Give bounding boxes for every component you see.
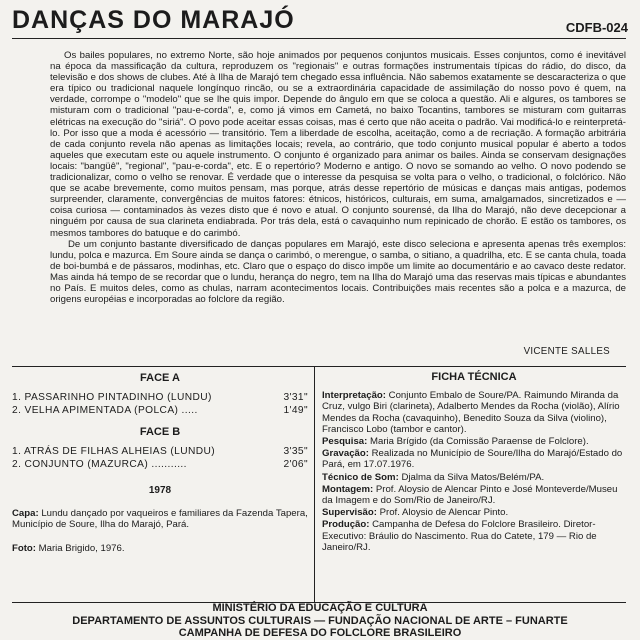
photo-credit-label: Foto: bbox=[12, 543, 36, 555]
cover-caption bbox=[12, 508, 308, 530]
credit-label: Produção: bbox=[322, 519, 370, 531]
credit-label: Montagem: bbox=[322, 483, 374, 495]
credit-label: Interpretação: bbox=[322, 390, 386, 402]
credit-text: Djalma da Silva Matos/Belém/PA. bbox=[401, 471, 545, 483]
credit-label: Supervisão: bbox=[322, 507, 377, 519]
track-listing bbox=[12, 372, 308, 554]
release-year: 1978 bbox=[148, 485, 172, 496]
credit-item bbox=[322, 436, 626, 447]
credit-label: Gravação: bbox=[322, 448, 369, 460]
credit-text: Maria Brígido (da Comissão Paraense de Folclore). bbox=[370, 436, 589, 448]
technical-sheet-heading: FICHA TÉCNICA bbox=[431, 371, 517, 383]
track-duration: 3'35" bbox=[283, 446, 308, 457]
credit-text: Prof. Aloysio de Alencar Pinto. bbox=[379, 507, 509, 519]
photo-credit-text: Maria Brigido, 1976. bbox=[38, 543, 125, 555]
footer-ministry: MINISTÉRIO DA EDUCAÇÃO E CULTURA bbox=[212, 602, 428, 614]
essay-author: VICENTE SALLES bbox=[523, 346, 610, 357]
footer-campaign: CAMPANHA DE DEFESA DO FOLCLORE BRASILEIRO bbox=[178, 627, 462, 639]
track-title: 2. VELHA APIMENTADA (POLCA) ..... bbox=[12, 405, 198, 416]
header-rule bbox=[12, 38, 626, 39]
credit-text: Prof. Aloysio de Alencar Pinto e José Monteverde/Museu da Imagem e do Som/Rio de Janeiro/RJ. bbox=[322, 483, 618, 507]
track-title: 1. PASSARINHO PINTADINHO (LUNDU) bbox=[12, 392, 212, 403]
credit-item bbox=[322, 507, 626, 518]
album-title: DANÇAS DO MARAJÓ bbox=[12, 6, 295, 34]
credit-item bbox=[322, 472, 626, 483]
credit-text: Conjunto Embalo de Soure/PA. Raimundo Miranda da Cruz, vulgo Biri (clarineta), Adalberto Mendes da Rocha (violão), Alírio Mendes da Rocha (cavaquinho), Benedito Souza da Silva (violino), Francisco Lobo (tambor e cantor). bbox=[322, 390, 620, 435]
footer-department: DEPARTAMENTO DE ASSUNTOS CULTURAIS — FUNDAÇÃO NACIONAL DE ARTE – FUNARTE bbox=[72, 614, 568, 627]
photo-credit bbox=[12, 543, 308, 554]
credit-item bbox=[322, 390, 626, 435]
credit-item bbox=[322, 448, 626, 470]
track-title: 2. CONJUNTO (MAZURCA) ........... bbox=[12, 459, 187, 470]
column-divider bbox=[314, 367, 315, 603]
essay-paragraph: Os bailes populares, no extremo Norte, são hoje animados por pequenos conjuntos musicais. Esses conjuntos, como é inevitável na época da massificação da cultura, reproduzem os "regionais" e outras formações instrumentais típicas do rádio, do disco, da televisão e dos shows de clubes. Até à Ilha de Marajó tem chegado essa influência. Não sabemos exatamente se descaracteriza o que era típico ou tradicional naquele longínquo rincão, ou se a extraordinária capacidade de assimilação do nosso povo é quem, na verdade, corrompe o "modelo" que se lhe quis impor. Depende do ângulo em que se coloca a questão. Ali e algures, os tambores se misturam com o tradicional "pau-e-corda", e, como já vimos em Cametá, no baixo Tocantins, tambores se misturam com guitarras elétricas na execução do "siriá". O povo pode aceitar essas coisas, mas é certo que não aceita o padrão. Vai modificá-lo e reinterpretá-lo. Por isso que a moda é acessório — transitório. Tem a liberdade de escolha, aceitação, como a de recriação. A formação arbitrária de cada conjunto revela não apenas as limitações locais; revela, ao contrário, que todo conjunto musical popular é aberto a todos aqueles que executam este ou aquele instrumento. O conjunto é organizado para animar os bailes. Ainda se conservam designações locais: "bangüê", "regional", "pau-e-corda", etc. E o repertório? Moderno e antigo. O novo se somando ao velho. O novo podendo se tradicionalizar, como o velho se renovar. É verdade que o interesse da pesquisa se volta para o velho, o tradicional, o folclórico. Não que se acabe brevemente, como muitos pensam, mas porque, atrás desse repertório de músicas e danças mais antigas, podemos surpreender, claramente, convergências de muitos fatores: étnicos, históricos, culturais, em suma, amalgamados, sincretizados e — coisa curiosa — contaminados às vezes disto que é novo e atual. O conjunto sourensé, da Ilha do Marajó, não deve decepcionar a ninguém por causa de sua clarineta endiabrada. Por trás dela, está o cavaquinho num repinicado de chorão. E estão os tambores, os mesmos tambores do batuque e do carimbó. bbox=[50, 50, 626, 239]
footer-credits bbox=[0, 602, 640, 640]
section-rule bbox=[12, 366, 626, 367]
credit-label: Pesquisa: bbox=[322, 436, 368, 448]
face-b-heading: FACE B bbox=[139, 426, 181, 438]
track-item bbox=[12, 445, 308, 458]
credit-item bbox=[322, 484, 626, 506]
track-item bbox=[12, 404, 308, 417]
face-a-heading: FACE A bbox=[140, 372, 180, 384]
technical-sheet bbox=[322, 372, 626, 554]
credit-label: Técnico de Som: bbox=[322, 471, 399, 483]
track-duration: 1'49" bbox=[283, 405, 308, 416]
credit-text: Campanha de Defesa do Folclore Brasileiro. Diretor-Executivo: Bráulio do Nascimento. Rua do Catete, 179 — Rio de Janeiro/RJ. bbox=[322, 519, 597, 553]
track-item bbox=[12, 391, 308, 404]
cover-caption-label: Capa: bbox=[12, 508, 39, 519]
track-duration: 3'31" bbox=[283, 392, 308, 403]
liner-notes-essay bbox=[50, 50, 626, 305]
cover-caption-text: Lundu dançado por vaqueiros e familiares da Fazenda Tapera, Município de Soure, Ilha do Marajó, Pará. bbox=[12, 508, 308, 531]
catalog-code: CDFB-024 bbox=[565, 20, 628, 35]
track-title: 1. ATRÁS DE FILHAS ALHEIAS (LUNDU) bbox=[12, 446, 216, 457]
credit-item bbox=[322, 519, 626, 553]
track-item bbox=[12, 458, 308, 471]
credit-text: Realizada no Município de Soure/Ilha do Marajó/Estado do Pará, em 17.07.1976. bbox=[322, 448, 623, 471]
essay-paragraph: De um conjunto bastante diversificado de danças populares em Marajó, este disco seleciona e apresenta apenas três exemplos: lundu, polca e mazurca. Em Soure ainda se dança o carimbó, o merengue, o samba, o sitiano, a quadrilha, etc. E se canta chula, toada de boi-bumbá e de pássaros, modinhas, etc. Claro que o espaço do disco impõe um limite ao documentário e ao cavaco deste redator. Mas ainda há tempo de se recordar que o lundu, herança do negro, tem na Ilha do Marajó uma das reservas mais típicas e abundantes no País. E muitos deles, como as chulas, narram acontecimentos locais. Contribuições mais recentes são a polca e a mazurca, de origens européias e incorporadas ao folclore da região. bbox=[50, 238, 626, 306]
track-duration: 2'06" bbox=[283, 459, 308, 470]
